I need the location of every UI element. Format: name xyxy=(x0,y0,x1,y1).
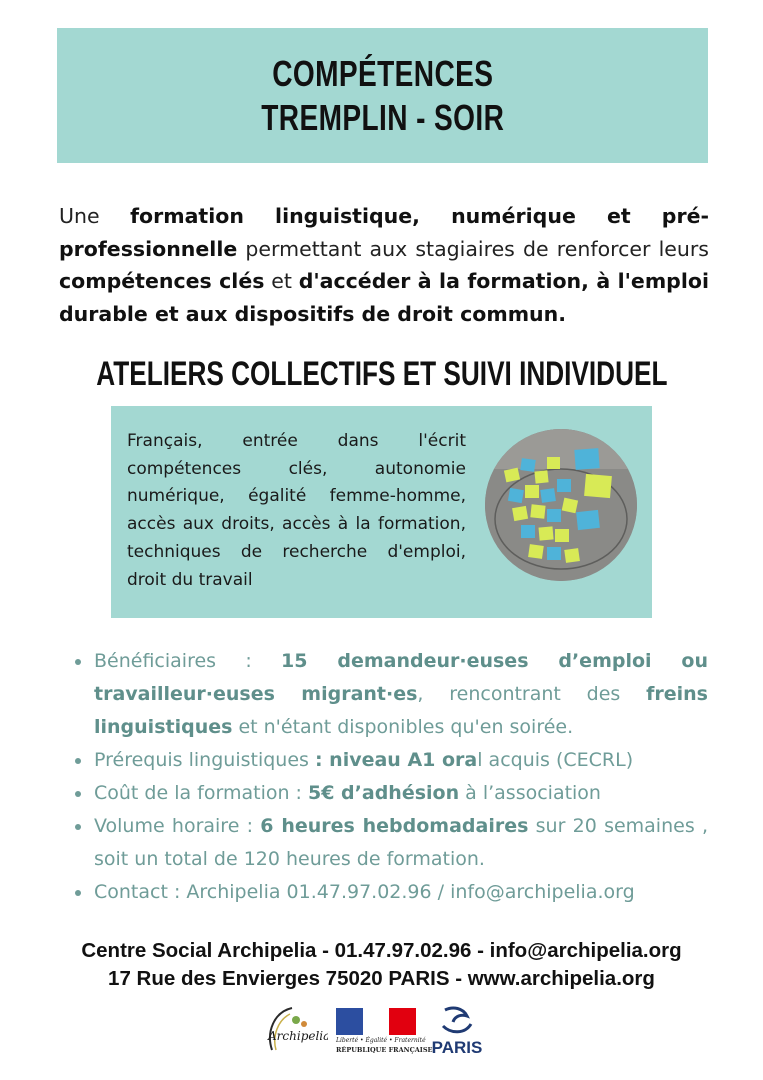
list-item-cout xyxy=(72,777,708,810)
intro-text-2: permettant aux stagiaires de renforcer leurs xyxy=(237,236,709,261)
footer-line-2: 17 Rue des Envierges 75020 PARIS - www.archipelia.org xyxy=(108,967,655,990)
title-line-2: TREMPLIN - SOIR xyxy=(261,96,504,138)
volume-label: Volume horaire : xyxy=(94,815,261,837)
intro-text-3: et xyxy=(264,269,299,293)
intro-bold-1: formation linguistique, numérique et pré-professionnelle xyxy=(59,204,709,261)
volume-bold: 6 heures hebdomadaires xyxy=(260,815,529,837)
cout-bold: 5€ d’adhésion xyxy=(308,782,460,804)
title-banner xyxy=(57,28,708,163)
prerequis-label: Prérequis linguistiques xyxy=(94,749,315,771)
contact-text: Contact : Archipelia 01.47.97.02.96 / info@archipelia.org xyxy=(94,881,635,903)
cout-text-2: à l’association xyxy=(459,782,601,804)
section-title xyxy=(0,352,763,396)
rf-name: RÉPUBLIQUE FRANÇAISE xyxy=(336,1046,433,1054)
partner-logos xyxy=(262,1000,502,1062)
sticky-notes-illustration xyxy=(485,429,637,581)
intro-text-1: Une xyxy=(59,204,131,228)
beneficiaires-label: Bénéficiaires : xyxy=(94,650,282,672)
title-line-1: COMPÉTENCES xyxy=(271,52,494,94)
details-list xyxy=(72,645,708,909)
sticky-notes-photo xyxy=(485,429,637,581)
footer-line-1: Centre Social Archipelia - 01.47.97.02.96 - info@archipelia.org xyxy=(81,939,682,962)
beneficiaires-text-2: , rencontrant des xyxy=(417,683,647,705)
beneficiaires-bold-2: freins linguistiques xyxy=(94,683,708,738)
workshop-list: Français, entrée dans l'écrit compétences clés, autonomie numérique, égalité femme-homme, accès aux droits, accès à la formation, techniques de recherche d'emploi, droit du travail xyxy=(127,431,466,590)
beneficiaires-bold-1: 15 demandeur·euses d’emploi ou travailleur·euses migrant·es xyxy=(94,650,708,705)
archipelia-logo xyxy=(262,1002,328,1058)
list-item-beneficiaires xyxy=(72,645,708,744)
section-title-text: ATELIERS COLLECTIFS ET SUIVI INDIVIDUEL xyxy=(95,355,668,393)
paris-ship-icon xyxy=(427,1004,487,1038)
list-item-volume xyxy=(72,810,708,876)
prerequis-bold: : niveau A1 ora xyxy=(314,749,478,771)
footer-contact xyxy=(0,937,763,993)
archipelia-emblem-icon xyxy=(262,1002,328,1058)
beneficiaires-text-3: et n'étant disponibles qu'en soirée. xyxy=(232,716,574,738)
republique-francaise-logo xyxy=(336,1008,433,1060)
intro-paragraph xyxy=(59,200,709,330)
french-flag-icon xyxy=(336,1008,416,1035)
list-item-prerequis xyxy=(72,744,708,777)
archipelia-logo-text: Archipelia xyxy=(268,1029,328,1043)
workshop-box xyxy=(111,406,652,618)
intro-bold-3: d'accéder à la formation, à l'emploi durable et aux dispositifs de droit commun. xyxy=(59,269,709,326)
paris-logo-text: PARIS xyxy=(431,1038,483,1057)
paris-logo xyxy=(427,1004,487,1060)
rf-motto: Liberté • Égalité • Fraternité xyxy=(336,1037,426,1044)
intro-bold-2: compétences clés xyxy=(59,269,265,293)
volume-text-2: sur 20 semaines , soit un total de 120 heures de formation. xyxy=(94,815,708,870)
list-item-contact xyxy=(72,876,708,909)
cout-label: Coût de la formation : xyxy=(94,782,308,804)
prerequis-text-2: l acquis (CECRL) xyxy=(477,749,634,771)
